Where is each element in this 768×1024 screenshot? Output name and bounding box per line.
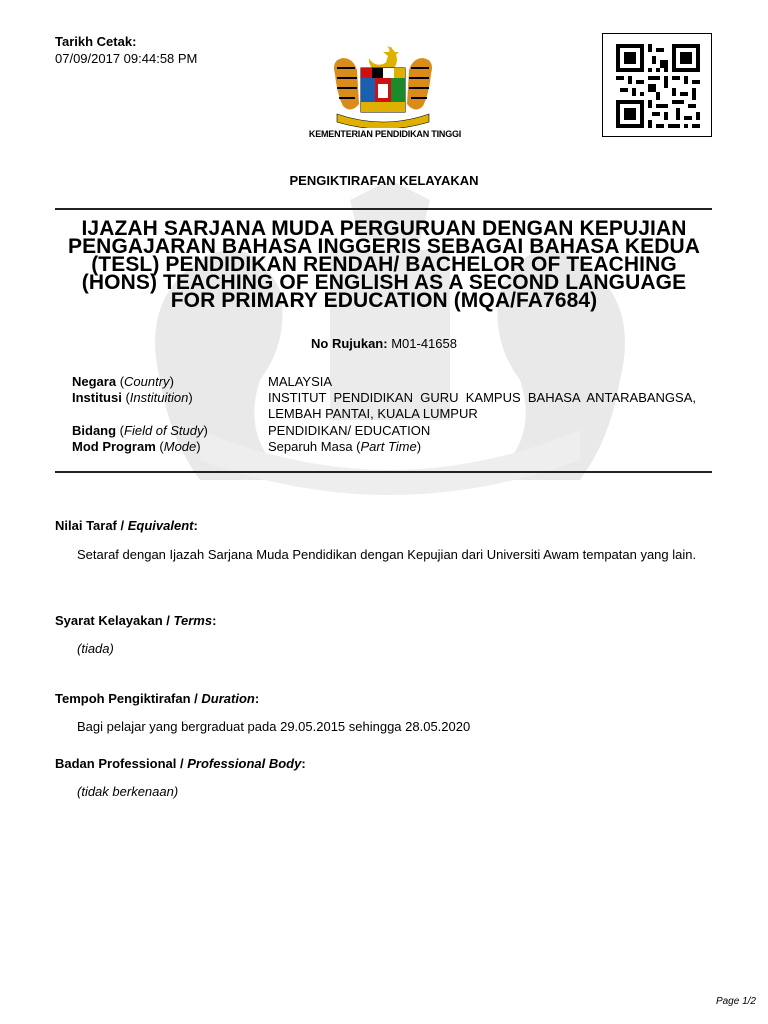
institution-value: INSTITUT PENDIDIKAN GURU KAMPUS BAHASA ANTARABANGSA, LEMBAH PANTAI, KUALA LUMPUR [268,390,696,421]
institution-label: Institusi (Instituition) [72,390,193,405]
qr-code-icon [616,44,700,128]
divider-top [55,208,712,210]
field-of-study-label: Bidang (Field of Study) [72,423,208,438]
reference-line [0,336,768,351]
duration-heading: Tempoh Pengiktirafan / Duration: [55,691,260,706]
country-value: MALAYSIA [268,374,333,389]
qr-code [602,33,712,137]
malaysia-coat-of-arms-icon [329,44,437,128]
mode-label: Mod Program (Mode) [72,439,201,454]
print-date-value: 07/09/2017 09:44:58 PM [55,51,198,66]
equivalent-heading: Nilai Taraf / Equivalent: [55,518,198,533]
professional-body-body: (tidak berkenaan) [77,784,179,799]
ministry-name: KEMENTERIAN PENDIDIKAN TINGGI [308,129,462,139]
duration-body: Bagi pelajar yang bergraduat pada 29.05.2015 sehingga 28.05.2020 [77,719,471,734]
divider-bottom [55,471,712,473]
recognition-title: PENGIKTIRAFAN KELAYAKAN [289,173,479,188]
mode-value: Separuh Masa (Part Time) [268,439,422,454]
professional-body-heading: Badan Professional / Professional Body: [55,756,306,771]
country-label: Negara (Country) [72,374,174,389]
field-of-study-value: PENDIDIKAN/ EDUCATION [268,423,431,438]
terms-heading: Syarat Kelayakan / Terms: [55,613,217,628]
page-number: Page 1/2 [715,996,756,1007]
degree-title: IJAZAH SARJANA MUDA PERGURUAN DENGAN KEPUJIAN PENGAJARAN BAHASA INGGERIS SEBAGAI BAHASA KEDUA (TESL) PENDIDIKAN RENDAH/ BACHELOR OF TEACHING (HONS) TEACHING OF ENGLISH AS A SECOND LANGUAGE FOR PRIMARY EDUCATION (MQA/FA7684) [67,217,701,312]
reference-value: M01-41658 [391,336,457,351]
print-date-label: Tarikh Cetak: [55,34,137,49]
equivalent-body: Setaraf dengan Ijazah Sarjana Muda Pendidikan dengan Kepujian dari Universiti Awam tempatan yang lain. [77,547,697,562]
reference-label: No Rujukan: [311,336,388,351]
terms-body: (tiada) [77,641,114,656]
